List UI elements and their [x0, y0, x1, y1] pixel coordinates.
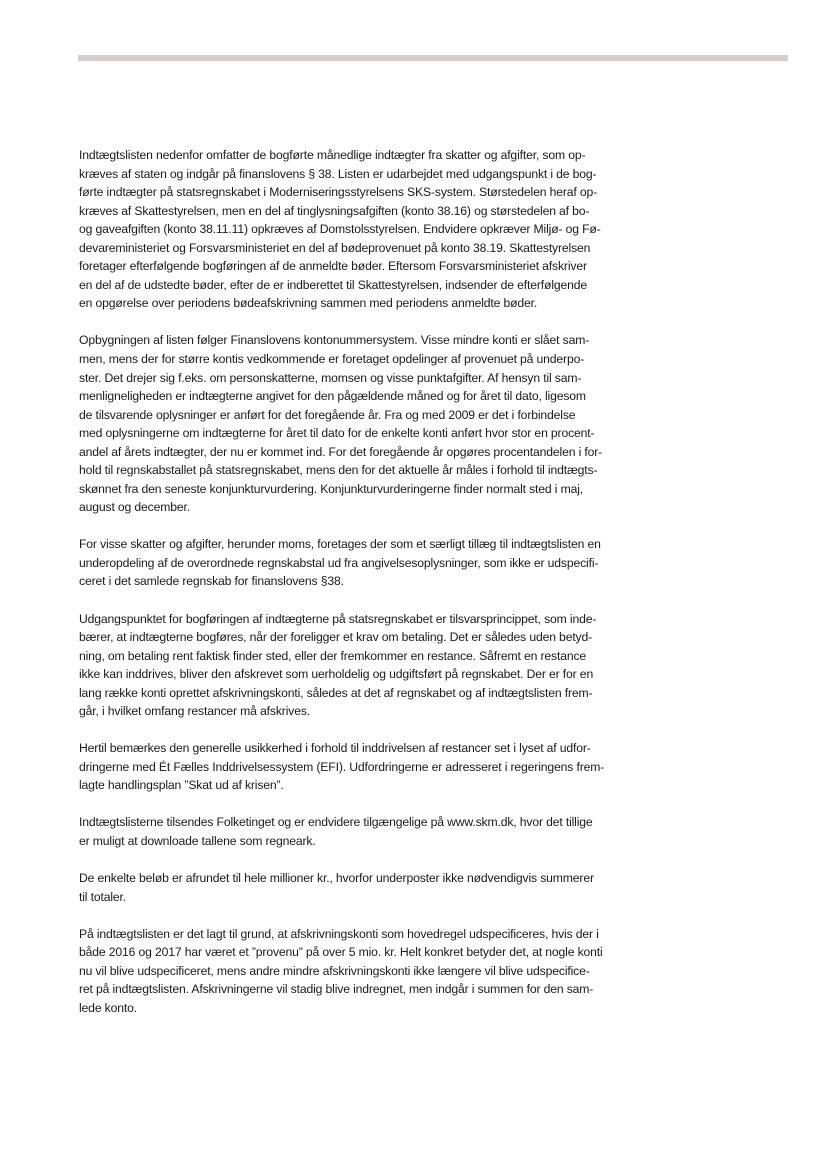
text-line: dringerne med Ét Fælles Inddrivelsessystem (EFI). Udfordringerne er adresseret i regeringens frem- [79, 759, 605, 774]
paragraph-2 [79, 331, 612, 516]
text-line: kræves af staten og indgår på finanslovens § 38. Listen er udarbejdet med udgangspunkt i de bog- [79, 166, 597, 181]
text-line: går, i hvilket omfang restancer må afskrives. [79, 704, 311, 719]
text-line: lagte handlingsplan ”Skat ud af krisen”. [79, 778, 284, 793]
text-line: førte indtægter på statsregnskabet i Moderniseringsstyrelsens SKS-system. Størstedelen heraf op- [79, 185, 598, 200]
text-line: hold til regnskabstallet på statsregnskabet, mens den for det aktuelle år måles i forhold til indtægts- [79, 463, 598, 478]
paragraph-4 [79, 610, 612, 721]
text-line: foretager efterfølgende bogføringen af de anmeldte bøder. Eftersom Forsvarsministeriet afskriver [79, 259, 587, 274]
text-line: august og december. [79, 500, 190, 515]
text-line: På indtægtslisten er det lagt til grund, at afskrivningskonti som hovedregel udspecificeres, hvis der i [79, 926, 599, 941]
text-line: lede konto. [79, 1000, 137, 1015]
text-line: Opbygningen af listen følger Finanslovens kontonummersystem. Visse mindre konti er slået sam- [79, 333, 590, 348]
text-line: For visse skatter og afgifter, herunder moms, foretages der som et særligt tillæg til indtægtslisten en [79, 537, 601, 552]
paragraph-6 [79, 813, 612, 850]
text-line: skønnet fra den seneste konjunkturvurdering. Konjunkturvurderingerne finder normalt sted i maj, [79, 481, 583, 496]
paragraph-7 [79, 869, 612, 906]
text-line: en del af de udstedte bøder, efter de er indberettet til Skattestyrelsen, indsender de efterfølgende [79, 277, 588, 292]
text-line: ret på indtægtslisten. Afskrivningerne vil stadig blive indregnet, men indgår i summen for den sam- [79, 982, 594, 997]
text-line: en opgørelse over periodens bødeafskrivning sammen med periodens anmeldte bøder. [79, 296, 538, 311]
text-line: Hertil bemærkes den generelle usikkerhed i forhold til inddrivelsen af restancer set i lyset af udfor- [79, 741, 591, 756]
text-line: nu vil blive udspecificeret, mens andre mindre afskrivningskonti ikke længere vil blive udspecifice- [79, 963, 590, 978]
text-line: andel af årets indtægter, der nu er kommet ind. For det foregående år opgøres procentandelen i for- [79, 444, 603, 459]
text-line: Udgangspunktet for bogføringen af indtægterne på statsregnskabet er tilsvarsprincippet, som inde- [79, 611, 597, 626]
text-line: til totaler. [79, 889, 126, 904]
text-line: Indtægtslisten nedenfor omfatter de bogførte månedlige indtægter fra skatter og afgifter, som op- [79, 148, 586, 162]
text-line: underopdeling af de overordnede regnskabstal ud fra angivelsesoplysninger, som ikke er udspecifi- [79, 555, 599, 570]
top-rule [78, 55, 788, 61]
text-line: De enkelte beløb er afrundet til hele millioner kr., hvorfor underposter ikke nødvendigvis summerer [79, 871, 594, 886]
text-line: ster. Det drejer sig f.eks. om personskatterne, momsen og visse punktafgifter. Af hensyn til sam- [79, 370, 582, 385]
document-body [79, 146, 612, 1036]
paragraph-1 [79, 146, 612, 313]
text-line: de tilsvarende oplysninger er anført for det foregående år. Fra og med 2009 er det i forbindelse [79, 407, 576, 422]
text-line: med oplysningerne om indtægterne for året til dato for de enkelte konti anført hvor stor en procent- [79, 426, 595, 441]
text-line: bærer, at indtægterne bogføres, når der foreligger et krav om betaling. Det er således uden betyd- [79, 630, 593, 645]
text-line: menligneligheden er indtægterne angivet for den pågældende måned og for året til dato, ligesom [79, 389, 586, 404]
text-line: er muligt at downloade tallene som regneark. [79, 834, 316, 848]
text-line: kræves af Skattestyrelsen, men en del af tinglysningsafgiften (konto 38.16) og størstedelen af bo- [79, 203, 590, 218]
paragraph-3 [79, 535, 612, 591]
text-line: Indtægtslisterne tilsendes Folketinget og er endvidere tilgængelige på www.skm.dk, hvor det tillige [79, 815, 593, 830]
text-line: ning, om betaling rent faktisk finder sted, eller der fremkommer en restance. Såfremt en restance [79, 648, 587, 663]
paragraph-5 [79, 739, 612, 795]
text-line: devareministeriet og Forsvarsministeriet en del af bødeprovenuet på konto 38.19. Skattestyrelsen [79, 240, 591, 255]
text-line: både 2016 og 2017 har været et ”provenu” på over 5 mio. kr. Helt konkret betyder det, at nogle konti [79, 945, 603, 960]
paragraph-8 [79, 925, 612, 1018]
text-line: men, mens der for større kontis vedkommende er foretaget opdelinger af provenuet på underpo- [79, 351, 585, 366]
text-line: lang række konti oprettet afskrivningskonti, således at det af regnskabet og af indtægtslisten frem- [79, 685, 593, 700]
text-line: og gaveafgiften (konto 38.11.11) opkræves af Domstolsstyrelsen. Endvidere opkræver Miljø- og Fø- [79, 222, 601, 237]
text-line: ikke kan inddrives, bliver den afskrevet som uerholdelig og udgiftsført på regnskabet. Der er for en [79, 667, 594, 682]
text-line: ceret i det samlede regnskab for finanslovens §38. [79, 574, 344, 589]
